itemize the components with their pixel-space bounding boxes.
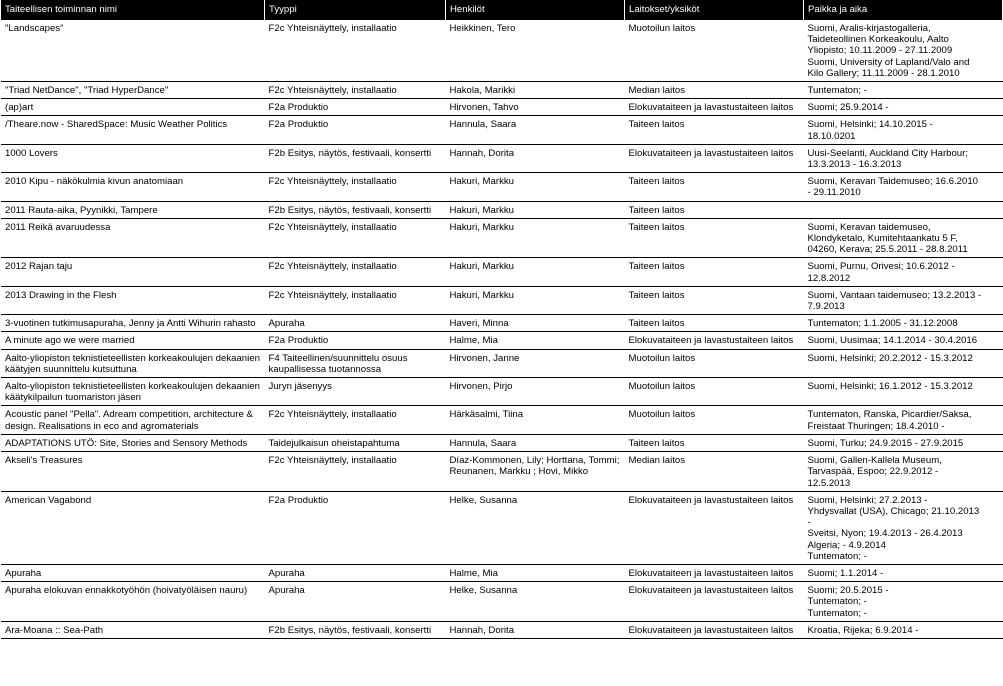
cell-units-line: Muotoilun laitos [628,409,696,421]
header-persons: Henkilöt [446,0,625,20]
cell-persons-line: Helke, Susanna [449,585,518,597]
cell-type [265,173,446,201]
cell-name [1,20,265,82]
cell-units [625,201,804,218]
cell-units-line: Elokuvataiteen ja lavastustaiteen laitos [628,494,794,506]
cell-type-line: F2c Yhteisnäyttely, installaatio [268,261,397,273]
cell-type [265,434,446,451]
cell-persons-line: Hakola, Marikki [449,85,516,97]
cell-units-line: Elokuvataiteen ja lavastustaiteen laitos [628,567,794,579]
cell-type-line: F2c Yhteisnäyttely, installaatio [268,409,397,421]
cell-units-line: Elokuvataiteen ja lavastustaiteen laitos [628,624,794,636]
cell-type-line: F2b Esitys, näytös, festivaali, konsertti [268,624,432,636]
cell-name-line: Ara-Moana :: Sea-Path [5,624,104,636]
cell-units [625,82,804,99]
cell-type [265,332,446,349]
cell-name-line: 2013 Drawing in the Flesh [5,289,117,301]
cell-persons [446,201,625,218]
cell-units-line: Taiteen laitos [628,289,685,301]
cell-persons [446,406,625,434]
cell-place-time [804,258,1003,286]
cell-persons-line: Hakuri, Markku [449,261,515,273]
cell-type-line: F4 Taiteellinen/suunnittelu osuus [268,352,408,364]
cell-persons-line: Heikkinen, Tero [449,23,516,34]
cell-persons [446,286,625,314]
cell-persons [446,315,625,332]
cell-place-time-line: Suomi, Helsinki; 27.2.2013 - [807,494,928,506]
cell-type-line: F2c Yhteisnäyttely, installaatio [268,176,397,188]
cell-persons-line: Hannula, Saara [449,119,517,131]
cell-units [625,406,804,434]
cell-place-time [804,406,1003,434]
cell-name-line: Aalto-yliopiston teknistieteellisten korkeakoulujen dekaanien [5,381,260,393]
table-row [1,218,1003,258]
cell-name [1,201,265,218]
table-body [1,20,1003,638]
cell-units [625,173,804,201]
cell-units [625,258,804,286]
cell-place-time-line: Suomi, Vantaan taidemuseo; 13.2.2013 - [807,289,982,301]
cell-units [625,144,804,172]
cell-place-time-line: - [807,517,811,529]
cell-units [625,218,804,258]
cell-place-time-line: Kroatia, Rijeka; 6.9.2014 - [807,624,919,636]
cell-type-line: Taidejulkaisun oheistapahtuma [268,437,400,449]
cell-persons-line: Haveri, Minna [449,318,509,330]
cell-persons-line: Hirvonen, Pirjo [449,381,513,393]
cell-place-time-line: Suomi; 25.9.2014 - [807,102,889,114]
cell-name [1,258,265,286]
cell-place-time-line: Klondyketalo, Kumitehtaankatu 5 F, [807,233,958,245]
cell-persons-line: Hannah, Dorita [449,147,515,159]
table-row [1,406,1003,434]
cell-name-line: "Landscapes" [5,23,64,34]
cell-place-time [804,315,1003,332]
cell-place-time [804,144,1003,172]
cell-name [1,99,265,116]
cell-units-line: Median laitos [628,455,686,467]
cell-units [625,315,804,332]
cell-persons-line: Hirvonen, Tahvo [449,102,519,114]
cell-name-line: Apuraha elokuvan ennakkotyöhön (hoivatyöläisen nauru) [5,585,248,597]
table-row [1,20,1003,82]
cell-name-line: käätyjen suunnittelu kutsuttuna [5,363,137,375]
cell-persons [446,116,625,144]
cell-name [1,564,265,581]
cell-type-line: F2c Yhteisnäyttely, installaatio [268,221,397,233]
cell-name [1,116,265,144]
cell-name [1,218,265,258]
cell-place-time-line: - 29.11.2010 [807,187,861,199]
cell-persons [446,144,625,172]
cell-name [1,315,265,332]
cell-place-time-line: Tarvaspää, Espoo; 22.9.2012 - [807,466,939,478]
cell-type [265,315,446,332]
cell-units [625,564,804,581]
cell-name-line: 2011 Rauta-aika, Pyynikki, Tampere [5,204,158,216]
table-row [1,332,1003,349]
cell-place-time-line: 12.8.2012 [807,272,851,284]
cell-name [1,452,265,492]
cell-place-time-line: Algeria; - 4.9.2014 [807,539,886,551]
cell-place-time [804,621,1003,638]
cell-name [1,332,265,349]
cell-persons-line: Hannah, Dorita [449,624,515,636]
cell-persons-line: Hannula, Saara [449,437,517,449]
cell-persons-line: Härkäsalmi, Tiina [449,409,524,421]
cell-persons-line: Halme, Mia [449,335,499,347]
cell-place-time [804,452,1003,492]
cell-persons-line: Hakuri, Markku [449,204,515,216]
table-row [1,144,1003,172]
table-row [1,349,1003,377]
cell-type-line: F2a Produktio [268,494,329,506]
header-name: Taiteellisen toiminnan nimi [1,0,265,20]
cell-units [625,349,804,377]
cell-units [625,20,804,82]
table-row [1,434,1003,451]
cell-units-line: Elokuvataiteen ja lavastustaiteen laitos [628,102,794,114]
cell-place-time-line: Uusi-Seelanti, Auckland City Harbour; [807,147,969,159]
cell-units-line: Taiteen laitos [628,221,685,233]
cell-units [625,116,804,144]
cell-type [265,218,446,258]
cell-persons [446,564,625,581]
cell-units [625,99,804,116]
cell-type-line: F2c Yhteisnäyttely, installaatio [268,85,397,97]
cell-type-line: F2b Esitys, näytös, festivaali, konsertti [268,204,432,216]
cell-persons [446,218,625,258]
cell-name [1,82,265,99]
cell-place-time [804,173,1003,201]
cell-units-line: Taiteen laitos [628,261,685,273]
cell-place-time-line: Sveitsi, Nyon; 19.4.2013 - 26.4.2013 [807,528,963,540]
cell-name [1,286,265,314]
cell-place-time-line: 04260, Kerava; 25.5.2011 - 28.8.2011 [807,244,968,256]
cell-type-line: kaupallisessa tuotannossa [268,363,382,375]
cell-units-line: Taiteen laitos [628,204,685,216]
cell-place-time-line: 18.10.0201 [807,130,856,142]
cell-units-line: Median laitos [628,85,686,97]
cell-name-line: /Theare.now - SharedSpace: Music Weather Politics [5,119,228,131]
cell-place-time-line: Tuntematon, Ranska, Picardier/Saksa, [807,409,972,421]
cell-place-time [804,201,1003,218]
cell-type-line: F2c Yhteisnäyttely, installaatio [268,289,397,301]
table-row [1,621,1003,638]
table-row [1,201,1003,218]
cell-name [1,434,265,451]
cell-persons [446,621,625,638]
cell-persons-line: Reunanen, Markku ; Hovi, Mikko [449,466,589,478]
cell-type [265,349,446,377]
cell-type [265,564,446,581]
cell-type [265,82,446,99]
cell-place-time-line: Suomi, Keravan taidemuseo, [807,221,931,233]
cell-place-time [804,99,1003,116]
cell-type [265,201,446,218]
cell-name-line: Akseli's Treasures [5,455,83,467]
cell-place-time-line: Suomi, Gallen-Kallela Museum, [807,455,942,467]
cell-type [265,286,446,314]
cell-persons-line: Helke, Susanna [449,494,518,506]
cell-place-time-line: Suomi, Aralis-kirjastogalleria, [807,23,931,34]
cell-persons [446,20,625,82]
cell-place-time [804,20,1003,82]
table-row [1,258,1003,286]
cell-name [1,173,265,201]
cell-name-line: 2012 Rajan taju [5,261,73,273]
cell-persons [446,378,625,406]
cell-units [625,621,804,638]
cell-name [1,582,265,622]
cell-place-time [804,582,1003,622]
activities-table [1,0,1003,639]
cell-units-line: Elokuvataiteen ja lavastustaiteen laitos [628,335,794,347]
cell-persons [446,258,625,286]
table-row [1,378,1003,406]
cell-place-time-line: Tuntematon; - [807,85,867,97]
cell-place-time-line: Kilo Gallery; 11.11.2009 - 28.1.2010 [807,67,960,79]
cell-type-line: F2a Produktio [268,119,329,131]
cell-place-time [804,286,1003,314]
cell-name [1,491,265,564]
cell-place-time-line: Suomi, University of Lapland/Valo and [807,56,970,68]
cell-place-time-line: Tuntematon; - [807,596,867,608]
cell-persons [446,173,625,201]
cell-persons-line: Hirvonen, Janne [449,352,520,364]
cell-persons-line: Díaz-Kommonen, Lily; Horttana, Tommi; [449,455,620,467]
cell-place-time-line: Suomi, Keravan Taidemuseo; 16.6.2010 [807,176,978,188]
cell-units-line: Elokuvataiteen ja lavastustaiteen laitos [628,147,794,159]
table-row [1,99,1003,116]
cell-place-time-line: 13.3.2013 - 16.3.2013 [807,159,902,171]
cell-name [1,349,265,377]
cell-place-time-line: Suomi, Purnu, Orivesi; 10.6.2012 - [807,261,955,273]
cell-name-line: A minute ago we were married [5,335,135,347]
cell-type-line: F2a Produktio [268,335,329,347]
cell-type [265,621,446,638]
cell-type-line: Juryn jäsenyys [268,381,332,393]
table-row [1,582,1003,622]
cell-units-line: Muotoilun laitos [628,23,696,34]
cell-name [1,144,265,172]
cell-units [625,491,804,564]
cell-units-line: Muotoilun laitos [628,381,696,393]
cell-type [265,20,446,82]
cell-persons-line: Hakuri, Markku [449,289,515,301]
cell-persons-line: Hakuri, Markku [449,176,515,188]
cell-place-time-line: 7.9.2013 [807,301,845,313]
cell-place-time [804,332,1003,349]
cell-type-line: F2b Esitys, näytös, festivaali, konsertti [268,147,432,159]
cell-place-time-line: Tuntematon; 1.1.2005 - 31.12.2008 [807,318,958,330]
cell-type [265,258,446,286]
cell-name-line: 3-vuotinen tutkimusapuraha, Jenny ja Antti Wihurin rahasto [5,318,256,330]
cell-units [625,286,804,314]
cell-persons [446,99,625,116]
cell-name [1,378,265,406]
cell-place-time [804,82,1003,99]
cell-place-time [804,218,1003,258]
cell-place-time-line: Suomi, Uusimaa; 14.1.2014 - 30.4.2016 [807,335,978,347]
cell-type [265,144,446,172]
header-type: Tyyppi [265,0,446,20]
cell-persons [446,82,625,99]
cell-place-time-line: Suomi, Helsinki; 20.2.2012 - 15.3.2012 [807,352,973,364]
cell-place-time-line: Tuntematon; - [807,550,867,562]
cell-units-line: Muotoilun laitos [628,352,696,364]
cell-type-line: Apuraha [268,585,305,597]
table-row [1,491,1003,564]
cell-units [625,332,804,349]
cell-place-time-line: Taideteollinen Korkeakoulu, Aalto [807,34,949,46]
cell-place-time-line: Freistaat Thuringen; 18.4.2010 - [807,420,945,432]
cell-place-time [804,116,1003,144]
cell-place-time [804,378,1003,406]
cell-type [265,378,446,406]
cell-place-time-line: 12.5.2013 [807,477,851,489]
cell-place-time-line: Yliopisto; 10.11.2009 - 27.11.2009 [807,45,953,57]
table-row [1,564,1003,581]
cell-name-line: 1000 Lovers [5,147,58,159]
cell-place-time-line: Tuntematon; - [807,607,867,619]
cell-persons-line: Hakuri, Markku [449,221,515,233]
cell-type-line: F2c Yhteisnäyttely, installaatio [268,455,397,467]
header-row [1,0,1003,20]
cell-name [1,406,265,434]
cell-persons [446,332,625,349]
cell-place-time-line: Suomi, Helsinki; 16.1.2012 - 15.3.2012 [807,381,973,393]
cell-units-line: Taiteen laitos [628,176,685,188]
cell-name-line: "Triad NetDance", "Triad HyperDance" [5,85,169,97]
cell-persons [446,491,625,564]
cell-units [625,434,804,451]
cell-place-time [804,349,1003,377]
cell-persons [446,582,625,622]
cell-place-time-line: Suomi; 1.1.2014 - [807,567,884,579]
cell-name-line: Acoustic panel "Pella". Adream competition, architecture & [5,409,253,421]
cell-persons [446,349,625,377]
cell-name-line: Aalto-yliopiston teknistieteellisten korkeakoulujen dekaanien [5,352,260,364]
cell-units-line: Taiteen laitos [628,437,685,449]
table-row [1,173,1003,201]
cell-name [1,621,265,638]
cell-place-time [804,564,1003,581]
cell-name-line: ADAPTATIONS UTÖ: Site, Stories and Sensory Methods [5,437,248,449]
cell-type [265,491,446,564]
cell-type-line: F2a Produktio [268,102,329,114]
cell-name-line: design. Realisations in eco and agromaterials [5,420,199,432]
cell-units-line: Elokuvataiteen ja lavastustaiteen laitos [628,585,794,597]
cell-name-line: 2010 Kipu - näkökulmia kivun anatomiaan [5,176,184,188]
cell-type [265,582,446,622]
header-units: Laitokset/yksiköt [625,0,804,20]
cell-type-line: F2c Yhteisnäyttely, installaatio [268,23,397,34]
cell-name-line: 2011 Reikä avaruudessa [5,221,111,233]
cell-type [265,99,446,116]
cell-name-line: käätykilpailun tuomariston jäsen [5,392,141,404]
cell-units [625,582,804,622]
cell-units-line: Taiteen laitos [628,318,685,330]
cell-persons [446,452,625,492]
table-row [1,286,1003,314]
cell-units-line: Taiteen laitos [628,119,685,131]
cell-units [625,452,804,492]
cell-persons-line: Halme, Mia [449,567,499,579]
table-row [1,116,1003,144]
cell-type [265,406,446,434]
header-place-time: Paikka ja aika [804,0,1003,20]
cell-place-time-line: Suomi, Helsinki; 14.10.2015 - [807,119,933,131]
cell-place-time [804,491,1003,564]
cell-type-line: Apuraha [268,567,305,579]
cell-units [625,378,804,406]
cell-persons [446,434,625,451]
cell-name-line: American Vagabond [5,494,92,506]
cell-place-time [804,434,1003,451]
cell-place-time-line: Yhdysvallat (USA), Chicago; 21.10.2013 [807,505,980,517]
cell-name-line: Apuraha [5,567,42,579]
table-row [1,452,1003,492]
cell-type [265,452,446,492]
cell-place-time-line: Suomi, Turku; 24.9.2015 - 27.9.2015 [807,437,964,449]
cell-place-time-line: Suomi; 20.5.2015 - [807,585,889,597]
table-row [1,315,1003,332]
cell-type [265,116,446,144]
cell-type-line: Apuraha [268,318,305,330]
cell-name-line: (ap)art [5,102,34,114]
table-row [1,82,1003,99]
